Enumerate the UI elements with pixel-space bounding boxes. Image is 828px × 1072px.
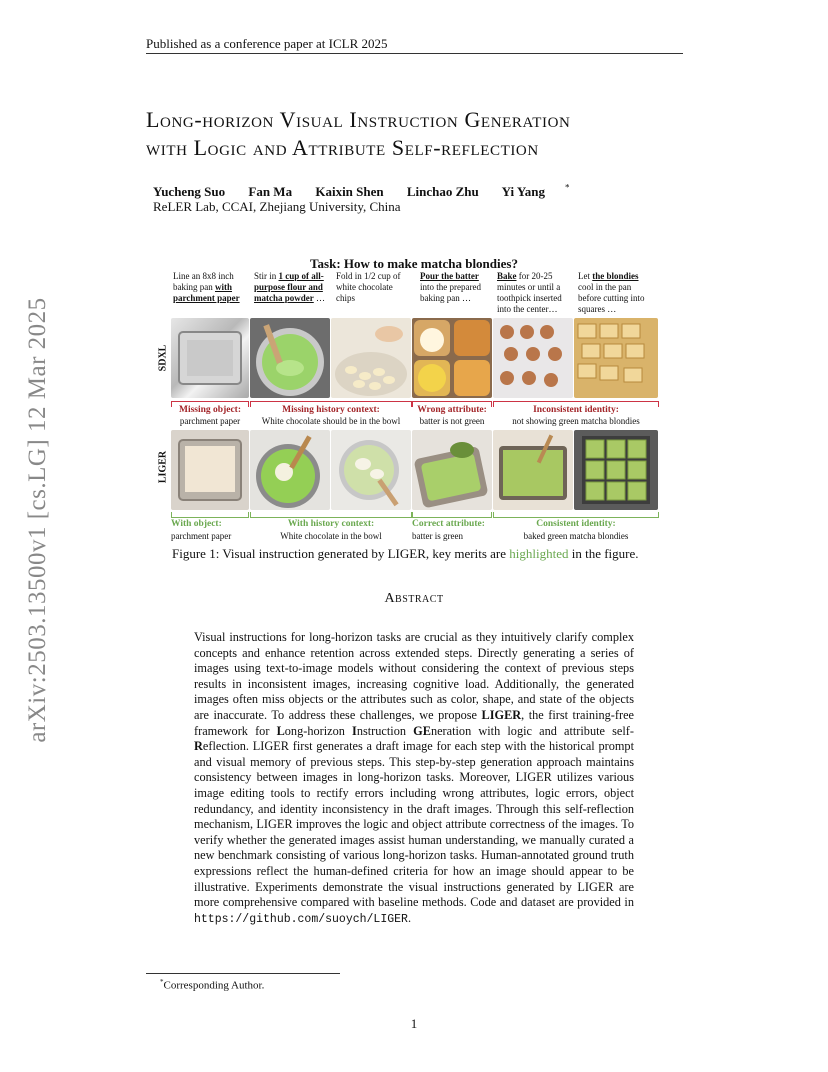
- liger-image-white-chocolate-bowl: [331, 430, 411, 510]
- author: Linchao Zhu: [406, 184, 479, 200]
- sdxl-image-blondie-squares: [574, 318, 658, 398]
- sdxl-image-batter-pan: [412, 318, 492, 398]
- liger-caption-1: With object: parchment paper: [171, 519, 232, 541]
- liger-image-baked-green-blondies: [493, 430, 573, 510]
- figure-task-title: Task: How to make matcha blondies?: [310, 256, 518, 271]
- page-number: 1: [410, 1016, 418, 1031]
- arxiv-stamp-text: arXiv:2503.13500v1 [cs.LG] 12 Mar 2025: [24, 297, 51, 743]
- step-text-2: Stir in 1 cup of all-purpose flour and matcha powder …: [254, 271, 325, 303]
- title-line-2: with Logic and Attribute Self-reflection: [146, 135, 539, 160]
- author: Yi Yang *: [501, 183, 570, 200]
- author: Kaixin Shen: [315, 184, 384, 200]
- abstract-heading: Abstract: [384, 591, 444, 606]
- abstract-body: Visual instructions for long-horizon tasks are crucial as they intuitively clarify complex concepts and enhance retention across extended steps. Directly generating a series of images using text-to-image models without considering the context of previous steps results in inconsistent images, increasing cognitive load. Additionally, the generated images often miss objects or the attributes such as color, shape, and state of the objects are inaccurate. To address these challenges, we propose LIGER, the first training-free framework for Long-horizon Instruction GEneration with logic and attribute self-Reflection. LIGER first generates a draft image for each step with the historical prompt and visual memory of previous steps. This step-by-step generation approach maintains consistency between images in long-horizon tasks. Moreover, LIGER utilizes various image editing tools to rectify errors including wrong attributes, logic errors, object redundancy, and identity inconsistency in the draft images. Through this self-reflection mechanism, LIGER improves the logic and object attribute correctness of the images. To verify whether the generated images assist human understanding, we manually curated a new benchmark consisting of various long-horizon tasks. Human-annotated ground truth expressions reflect the human-defined criteria for how an image should appear to be illustrative. Experiments demonstrate the visual instructions generated by LIGER are more comprehensive compared with baseline methods. Code and dataset are provided in https://github.com/suoych/LIGER.: [194, 630, 634, 926]
- paper-title: [146, 106, 706, 162]
- author: Yucheng Suo: [153, 184, 226, 200]
- sdxl-image-baked-cakes: [493, 318, 573, 398]
- liger-image-green-blondie-squares: [574, 430, 658, 510]
- liger-image-parchment-pan: [171, 430, 249, 510]
- title-line-1: Long-horizon Visual Instruction Generation: [146, 107, 571, 132]
- liger-caption-4: Consistent identity: baked green matcha blondies: [523, 519, 629, 541]
- author: Fan Ma: [248, 184, 293, 200]
- affiliation: ReLER Lab, CCAI, Zhejiang University, China: [153, 199, 401, 214]
- step-text-1: Line an 8x8 inch baking pan with parchment paper: [173, 271, 240, 303]
- running-header: Published as a conference paper at ICLR 2025: [146, 36, 388, 51]
- liger-image-matcha-bowl: [250, 430, 330, 510]
- sdxl-caption-2: Missing history context: White chocolate should be in the bowl: [261, 405, 401, 426]
- sdxl-caption-4: Inconsistent identity: not showing green matcha blondies: [512, 405, 640, 426]
- sdxl-image-baking-pan: [171, 318, 249, 398]
- liger-image-green-batter-pan: [412, 430, 492, 510]
- sdxl-caption-1: Missing object: parchment paper: [178, 405, 241, 426]
- sdxl-caption-3: Wrong attribute: batter is not green: [417, 405, 487, 426]
- sdxl-image-matcha-bowl: [250, 318, 330, 398]
- sdxl-image-chocolate-chips: [331, 318, 411, 398]
- liger-caption-3: Correct attribute: batter is green: [412, 519, 485, 541]
- step-text-4: Pour the batter into the prepared baking pan …: [420, 271, 481, 303]
- step-text-5: Bake for 20-25 minutes or until a toothpick inserted into the center…: [497, 271, 562, 314]
- step-text-6: Let the blondies cool in the pan before cutting into squares …: [578, 271, 645, 314]
- author-list: [153, 183, 570, 200]
- step-text-3: Fold in 1/2 cup of white chocolate chips: [336, 271, 401, 303]
- liger-caption-2: With history context: White chocolate in the bowl: [280, 519, 382, 541]
- header-rule: [146, 53, 683, 54]
- footnote-rule: [146, 973, 340, 974]
- corresponding-mark: *: [565, 183, 570, 193]
- caption-highlight: highlighted: [509, 546, 569, 561]
- figure-caption: Figure 1: Visual instruction generated by LIGER, key merits are highlighted in the figure.: [172, 546, 639, 561]
- footnote: *Corresponding Author.: [160, 978, 265, 992]
- code-link[interactable]: https://github.com/suoych/LIGER: [194, 912, 408, 926]
